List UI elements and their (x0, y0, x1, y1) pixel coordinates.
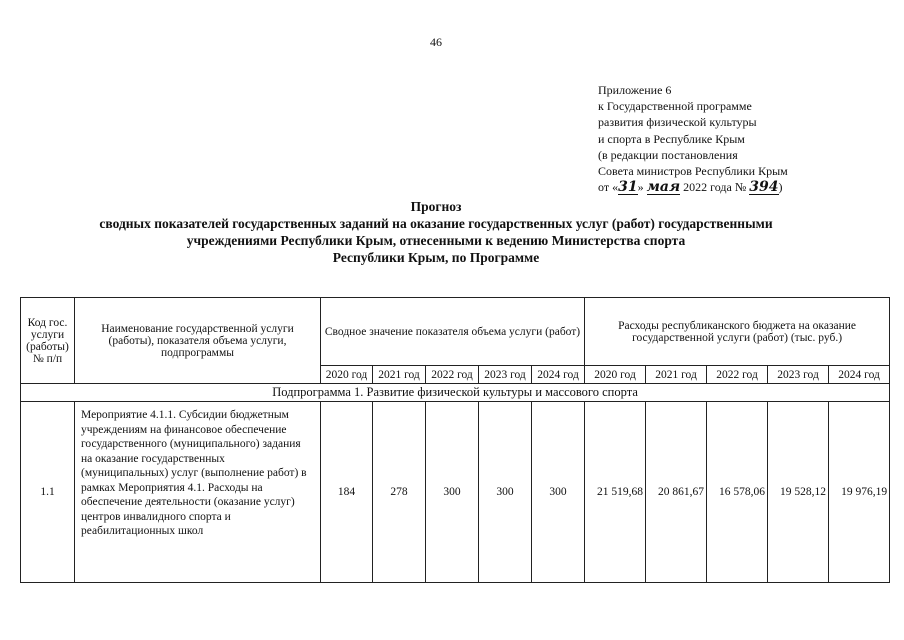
appendix-line: и спорта в Республике Крым (598, 131, 745, 146)
appendix-line: к Государственной программе (598, 99, 752, 114)
title-line: учреждениями Республики Крым, отнесенными к ведению Министерства спорта (186, 233, 686, 248)
date-day-handwritten: 31 (618, 179, 638, 196)
expense-year: 2024 год (829, 366, 890, 384)
page-number: 46 (430, 35, 442, 49)
title-line: Республики Крым, по Программе (332, 250, 540, 265)
row-expense: 21 519,68 (585, 402, 646, 583)
row-code (21, 402, 75, 583)
date-sep: » (637, 180, 644, 195)
doc-number-handwritten: 394 (749, 179, 779, 196)
title-line: Прогноз (410, 199, 462, 214)
row-volume: 300 (426, 402, 479, 583)
appendix-line: Приложение 6 (598, 83, 672, 97)
expense-year: 2022 год (707, 366, 768, 384)
row-expense: 16 578,06 (707, 402, 768, 583)
row-code-text: 1.1 (40, 486, 55, 498)
appendix-date-line (598, 179, 878, 195)
expense-year: 2023 год (768, 366, 829, 384)
document-title (0, 198, 872, 266)
title-line: сводных показателей государственных заданий на оказание государственных услуг (работ) государственными (99, 216, 773, 231)
table-header-row (21, 298, 890, 366)
volume-year: 2021 год (373, 366, 426, 384)
expense-year: 2020 год (585, 366, 646, 384)
row-expense: 20 861,67 (646, 402, 707, 583)
date-month-handwritten: мая (646, 179, 681, 196)
header-volume: Сводное значение показателя объема услуги (работ) (321, 298, 585, 366)
row-volume: 278 (373, 402, 426, 583)
date-close: ) (778, 180, 783, 195)
row-expense: 19 976,19 (829, 402, 890, 583)
forecast-table (20, 297, 890, 583)
table-row (21, 402, 890, 583)
header-code: Код гос. услуги (работы) № п/п (21, 298, 75, 384)
row-name: Мероприятие 4.1.1. Субсидии бюджетным учреждениям на финансовое обеспечение государственного (муниципального) задания на оказание государственных (муниципальных) услуг (выполнение работ) в рамках Мероприятия 4.1. Расходы на обеспечение деятельности (оказание услуг) центров инвалидного спорта и реабилитационных школ (75, 402, 321, 583)
row-volume: 300 (479, 402, 532, 583)
row-volume: 184 (321, 402, 373, 583)
date-year: 2022 года № (683, 180, 747, 195)
row-expense: 19 528,12 (768, 402, 829, 583)
row-volume: 300 (532, 402, 585, 583)
volume-year: 2022 год (426, 366, 479, 384)
date-prefix: от « (598, 180, 619, 195)
appendix-line: (в редакции постановления (598, 147, 738, 162)
volume-year: 2024 год (532, 366, 585, 384)
appendix-line: развития физической культуры (598, 115, 757, 130)
appendix-line: Совета министров Республики Крым (598, 164, 788, 179)
subprogram-title: Подпрограмма 1. Развитие физической культуры и массового спорта (21, 384, 890, 402)
subprogram-row (21, 384, 890, 402)
header-expenses: Расходы республиканского бюджета на оказание государственной услуги (работ) (тыс. руб.) (585, 298, 890, 366)
volume-year: 2020 год (321, 366, 373, 384)
expense-year: 2021 год (646, 366, 707, 384)
appendix-header (598, 82, 878, 195)
volume-year: 2023 год (479, 366, 532, 384)
header-name: Наименование государственной услуги (работы), показателя объема услуги, подпрограммы (75, 298, 321, 384)
